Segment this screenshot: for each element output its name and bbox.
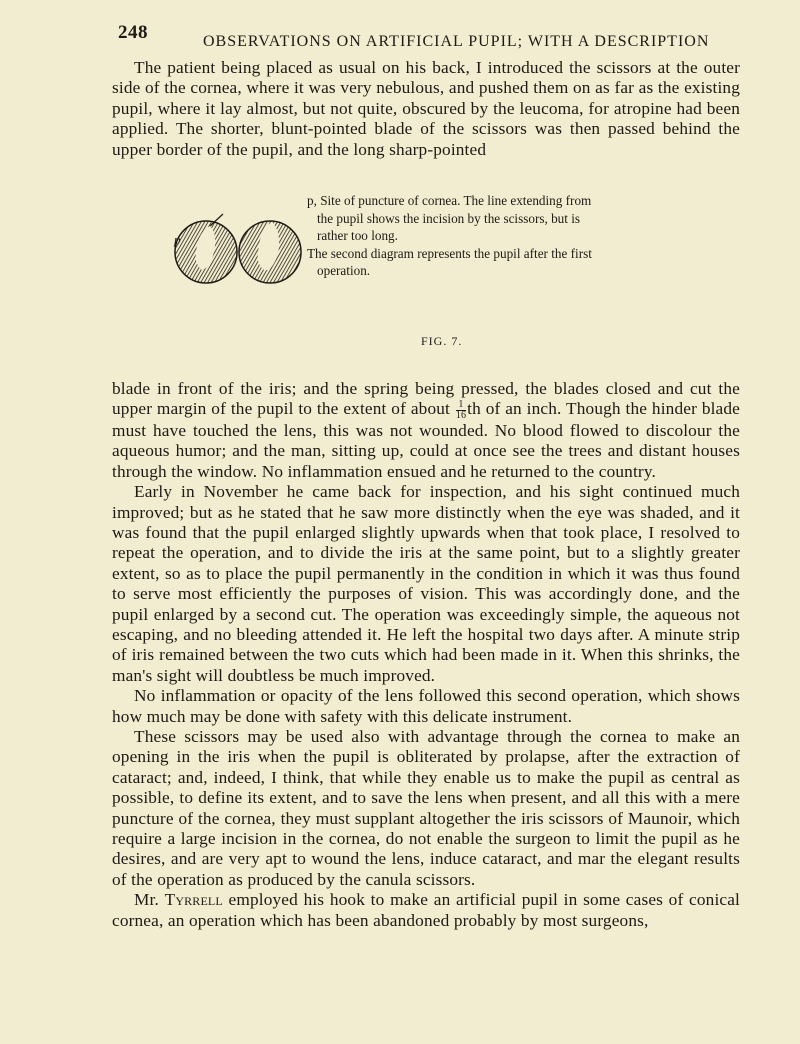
caption-line: The second diagram represents the pupil after the first [307,245,592,261]
eye-diagram-first [175,214,237,283]
paragraph-inflammation: No inflammation or opacity of the lens followed this second operation, which shows how much may be done with safety with this delicate instrument. [112,686,740,726]
text-block-main [112,379,740,931]
fraction [456,400,466,421]
text-run: th of an inch. Though the hinder blade must have touched the lens, this was not wounded. No blood flowed to discolour the aqueous humor; and the man, sitting up, could at once see the trees and distant houses through the window. No inflammation ensued and he returned to the country. [112,399,740,481]
text-run: blade in front of the iris; and the spring being pressed, the blades closed and cut the upper margin of the pupil to the extent of about [112,379,740,419]
text-run: employed his hook to make an artificial pupil in some cases of conical cornea, an operation which has been abandoned probably by most surgeons, [112,890,740,930]
figure-number: FIG. 7. [421,334,463,348]
figure-caption [307,192,747,280]
paragraph-tyrrell [112,890,740,931]
paragraph-patient: The patient being placed as usual on his back, I introduced the scissors at the outer side of the cornea, where it was very nebulous, and pushed them on as far as the existing pupil, where it lay almost, but not quite, obscured by the leucoma, for atropine had been applied. The shorter, blunt-pointed blade of the scissors was then passed behind the upper border of the pupil, and the long sharp-pointed [112,58,740,159]
page-number: 248 [118,22,148,43]
eye-diagram-second [239,221,301,283]
author-name: Tyrrell [164,890,223,910]
caption-line: rather too long. [317,228,398,243]
paragraph-scissors: These scissors may be used also with advantage through the cornea to make an opening in the iris when the pupil is obliterated by prolapse, after the extraction of cataract; and, indeed, I think, that while they enable us to make the pupil as central as possible, to define its extent, and to save the lens when present, and all this with a mere puncture of the cornea, they must supplant altogether the iris scissors of Maunoir, which require a large incision in the cornea, do not enable the surgeon to limit the pupil as he desires, and are very apt to wound the lens, induce cataract, and mar the elegant results of the operation as produced by the canula scissors. [112,727,740,889]
running-title: OBSERVATIONS ON ARTIFICIAL PUPIL; WITH A DESCRIPTION [203,33,710,50]
text-block-top [112,58,740,160]
figure-label-p: p [174,232,181,247]
fraction-numerator: 1 [456,400,466,411]
paragraph-blade [112,379,740,482]
caption-line: operation. [317,263,371,278]
paragraph-november: Early in November he came back for inspection, and his sight continued much improved; but as he stated that he saw more distinctly when the eye was shaded, and it was found that the pupil enlarged slightly upwards when that took place, I resolved to repeat the operation, and to divide the iris at the same point, but to a slightly greater extent, so as to place the pupil permanently in the condition in which it was thus found to serve most efficiently the purposes of vision. This was accordingly done, and the pupil enlarged by a second cut. The operation was exceedingly simple, the aqueous not escaping, and no bleeding attended it. He left the hospital two days after. A minute strip of iris remained between the two cuts which had been made in it. When this shrinks, the man's sight will doubtless be much improved. [112,482,740,685]
eye-diagrams-illustration [174,202,304,302]
fraction-denominator: 16 [455,409,467,421]
caption-line: the pupil shows the incision by the scissors, but is [317,210,581,226]
text-run: Mr. [134,890,165,910]
figure-7 [174,192,744,375]
caption-line: p, Site of puncture of cornea. The line extending from [307,193,592,208]
